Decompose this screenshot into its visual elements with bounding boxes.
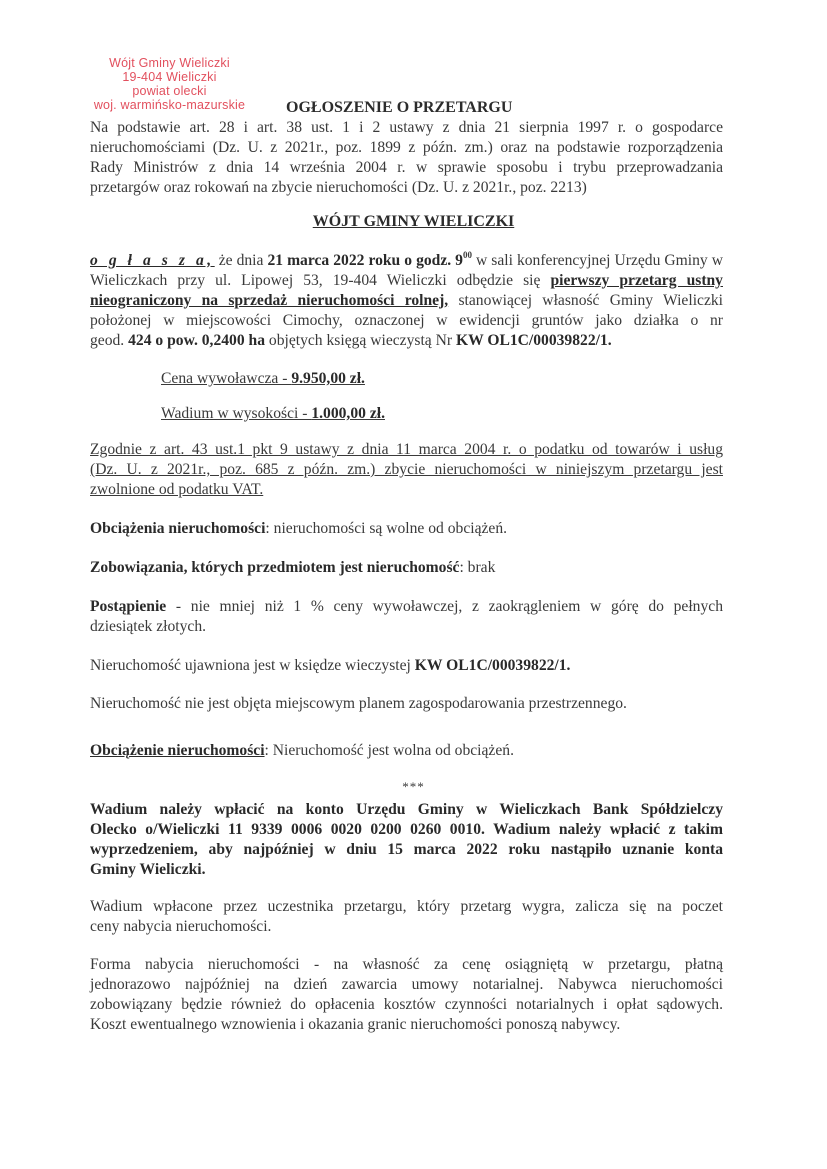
stamp-line: 19-404 Wieliczki — [122, 70, 217, 84]
acquisition-line: Koszt ewentualnego wznowienia i okazania granic nieruchomości ponoszą nabywcy. — [90, 1016, 621, 1033]
intro-line: nieruchomościami (Dz. U. z 2021r., poz. 1899 z późn. zm.) oraz na podstawie rozporządzenia — [90, 139, 723, 156]
auction-type-continued: nieograniczony na sprzedaż nieruchomości rolnej, — [90, 292, 449, 309]
bid-step-paragraph — [90, 597, 723, 637]
auction-date: 21 marca 2022 roku o godz. 9 — [267, 252, 463, 269]
encumbrances-text: : nieruchomości są wolne od obciążeń. — [265, 520, 508, 537]
encumbrance-text: : Nieruchomość jest wolna od obciążeń. — [264, 742, 514, 759]
obligations-paragraph — [90, 558, 723, 578]
obligations-line — [90, 558, 723, 578]
obligations-text: : brak — [459, 559, 496, 576]
obligations-label: Zobowiązania, których przedmiotem jest nieruchomość — [90, 559, 460, 576]
land-register-text: Nieruchomość ujawniona jest w księdze wieczystej — [90, 657, 415, 674]
encumbrance-label: Obciążenie nieruchomości — [90, 742, 265, 759]
deposit-credit-paragraph — [90, 897, 723, 937]
vat-line: (Dz. U. z 2021r., poz. 685 z późn. zm.) zbycie nieruchomości w niniejszym przetargu jest — [90, 461, 723, 478]
document-title: OGŁOSZENIE O PRZETARGU — [286, 99, 513, 116]
announcement-line — [90, 271, 723, 291]
encumbrances-line — [90, 519, 723, 539]
zoning-plan-paragraph — [90, 694, 723, 714]
starting-price — [161, 369, 365, 389]
land-register-line — [90, 656, 723, 676]
text-fragment: że dnia — [214, 252, 268, 269]
bid-step-line — [90, 597, 723, 617]
encumbrance-line — [90, 741, 723, 761]
starting-price-label: Cena wywoławcza - — [161, 370, 292, 387]
bid-step-line: dziesiątek złotych. — [90, 618, 207, 635]
acquisition-line: Forma nabycia nieruchomości - na własność za cenę osiągniętą w przetargu, płatną — [90, 956, 723, 973]
intro-line: Rady Ministrów z dnia 14 września 2004 r. w sprawie sposobu i trybu przeprowadzania — [90, 159, 723, 176]
announcement-paragraph — [90, 251, 723, 351]
official-stamp — [82, 56, 257, 112]
deposit-credit-line: Wadium wpłacone przez uczestnika przetargu, który przetarg wygra, zalicza się na poczet — [90, 898, 723, 915]
starting-price-line — [161, 370, 365, 387]
acquisition-line: jednorazowo najpóźniej na dzień zawarcia umowy notarialnej. Nabywca nieruchomości — [90, 976, 723, 993]
intro-paragraph — [90, 118, 723, 198]
encumbrances-paragraph — [90, 519, 723, 539]
text-fragment: Wieliczkach przy ul. Lipowej 53, 19-404 Wieliczki odbędzie się — [90, 272, 551, 289]
auction-type: pierwszy przetarg ustny — [550, 272, 723, 289]
vat-paragraph — [90, 440, 723, 500]
announcement-line — [90, 251, 723, 271]
text-fragment: objętych księgą wieczystą Nr — [265, 332, 456, 349]
acquisition-paragraph — [90, 955, 723, 1035]
intro-line: Na podstawie art. 28 i art. 38 ust. 1 i 2 ustawy z dnia 21 sierpnia 1997 r. o gospodarce — [90, 119, 723, 136]
deposit-amount — [161, 404, 385, 424]
payment-line: Gminy Wieliczki. — [90, 861, 206, 878]
deposit-credit-line: ceny nabycia nieruchomości. — [90, 918, 272, 935]
announces-word: o g ł a s z a, — [90, 252, 215, 269]
land-register-number: KW OL1C/00039822/1. — [455, 332, 612, 349]
land-register-value: KW OL1C/00039822/1. — [414, 657, 571, 674]
payment-line: Olecko o/Wieliczki 11 9339 0006 0020 0200 0260 0010. Wadium należy wpłacić z takim — [90, 821, 723, 838]
vat-line: zwolnione od podatku VAT. — [90, 481, 264, 498]
stamp-line: Wójt Gminy Wieliczki — [109, 56, 230, 70]
payment-line: wyprzedzeniem, aby najpóźniej w dniu 15 marca 2022 roku nastąpiło uznanie konta — [90, 841, 723, 858]
deposit-label: Wadium w wysokości - — [161, 405, 312, 422]
announcement-line — [90, 331, 723, 351]
encumbrances-label: Obciążenia nieruchomości — [90, 520, 266, 537]
section-separator: *** — [402, 779, 425, 794]
land-register-paragraph — [90, 656, 723, 676]
payment-line: Wadium należy wpłacić na konto Urzędu Gminy w Wieliczkach Bank Spółdzielczy — [90, 801, 723, 818]
encumbrance-paragraph — [90, 741, 723, 761]
deposit-value: 1.000,00 zł. — [311, 405, 385, 422]
stamp-line: woj. warmińsko-mazurskie — [93, 98, 246, 112]
text-fragment: geod. — [90, 332, 129, 349]
plot-details: 424 o pow. 0,2400 ha — [128, 332, 266, 349]
auction-time-minutes: 00 — [462, 250, 472, 260]
stamp-line: powiat olecki — [132, 84, 207, 98]
intro-line: przetargów oraz rokowań na zbycie nieruchomości (Dz. U. z 2021r., poz. 2213) — [90, 179, 587, 196]
bid-step-text: - nie mniej niż 1 % ceny wywoławczej, z zaokrągleniem w górę do pełnych — [166, 598, 723, 615]
starting-price-value: 9.950,00 zł. — [291, 370, 365, 387]
issuer-heading-text: WÓJT GMINY WIELICZKI — [312, 213, 515, 230]
bid-step-label: Postąpienie — [90, 598, 167, 615]
acquisition-line: zobowiązany będzie również do opłacenia kosztów czynności notarialnych i opłat sądowych. — [90, 996, 723, 1013]
announcement-line — [90, 291, 723, 311]
vat-line: Zgodnie z art. 43 ust.1 pkt 9 ustawy z dnia 11 marca 2004 r. o podatku od towarów i usług — [90, 441, 723, 458]
text-fragment: w sali konferencyjnej Urzędu Gminy w — [471, 252, 723, 269]
text-fragment: stanowiącej własność Gminy Wieliczki — [448, 292, 723, 309]
payment-paragraph — [90, 800, 723, 880]
deposit-line — [161, 405, 385, 422]
announcement-line: położonej w miejscowości Cimochy, oznaczonej w ewidencji gruntów jako działka o nr — [90, 312, 723, 329]
issuer-heading — [0, 212, 827, 232]
zoning-plan-text: Nieruchomość nie jest objęta miejscowym planem zagospodarowania przestrzennego. — [90, 695, 627, 712]
